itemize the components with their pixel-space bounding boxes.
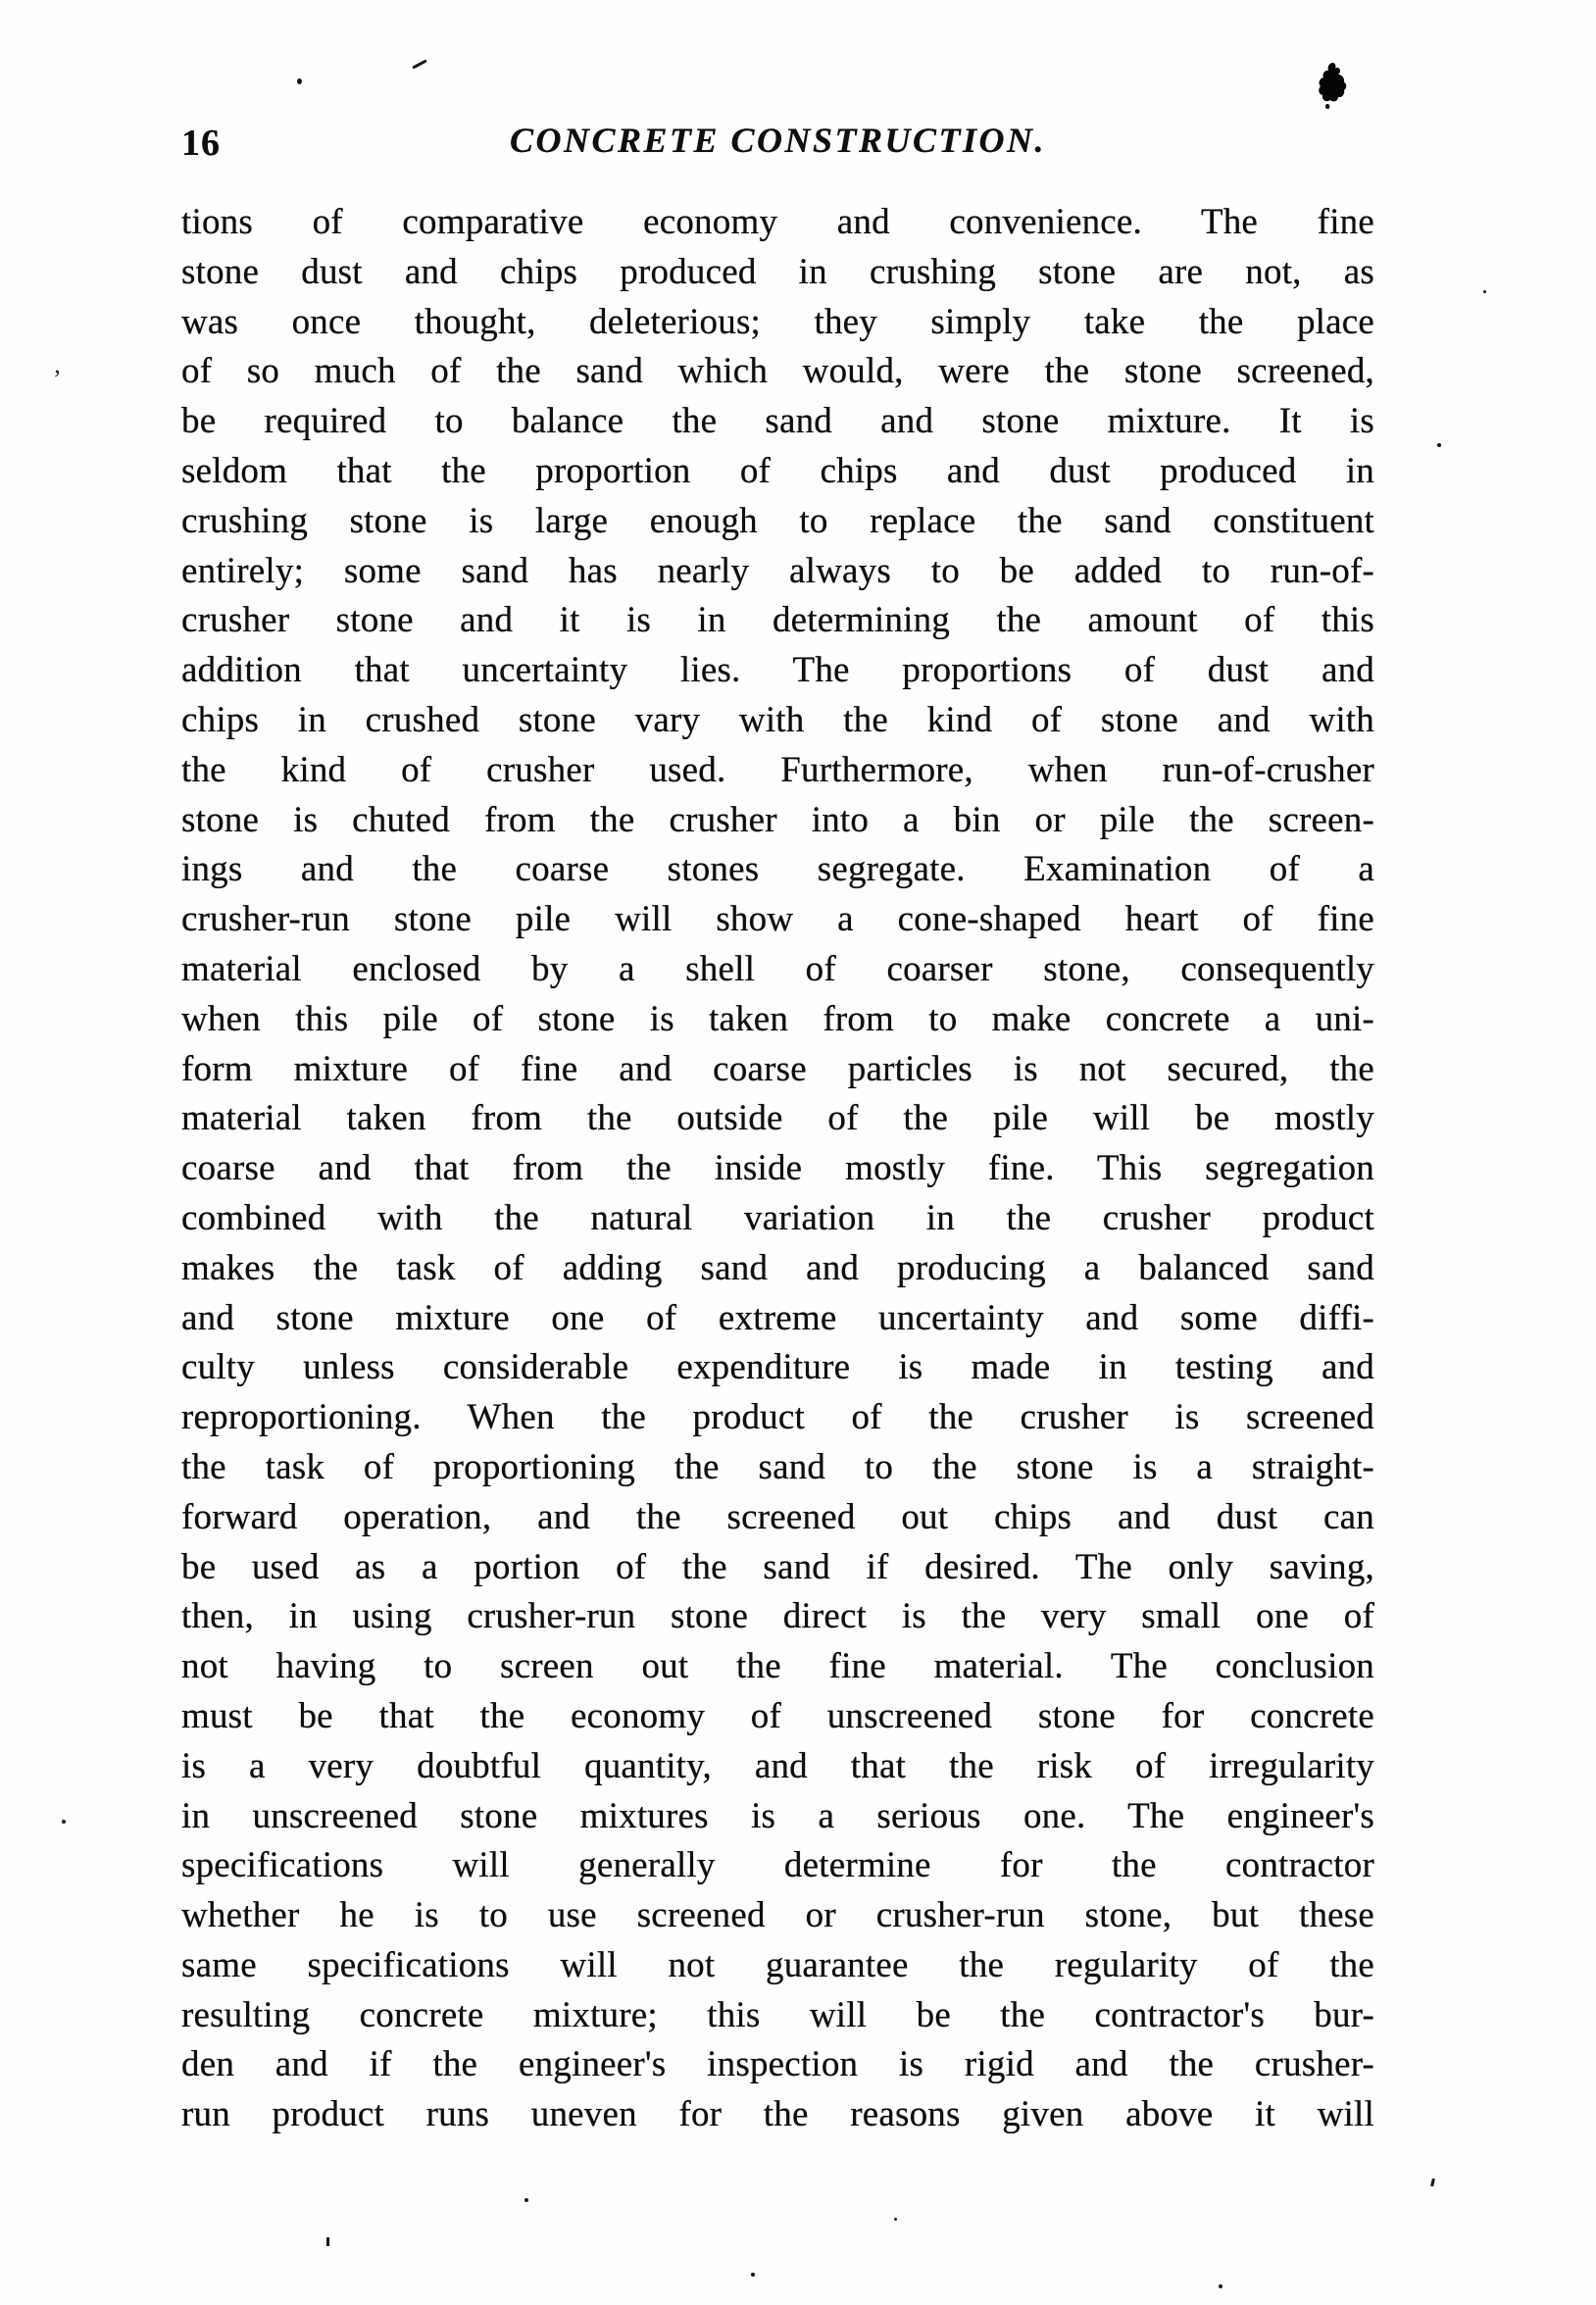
scan-speck	[894, 2218, 897, 2221]
text-line: stone is chuted from the crusher into a bin or pile the screen-	[181, 799, 1374, 840]
text-line: the task of proportioning the sand to the stone is a straight-	[181, 1446, 1374, 1487]
text-line: of so much of the sand which would, were the stone screened,	[181, 351, 1374, 392]
text-line: then, in using crusher-run stone direct is the very small one of	[181, 1596, 1374, 1637]
text-line: crushing stone is large enough to replace the sand constituent	[181, 500, 1374, 541]
text-line: when this pile of stone is taken from to make concrete a uni-	[181, 998, 1374, 1039]
scan-speck	[1483, 290, 1486, 293]
text-line: form mixture of fine and coarse particles is not secured, the	[181, 1048, 1374, 1089]
text-line: culty unless considerable expenditure is made in testing and	[181, 1347, 1374, 1388]
scan-speck	[326, 2237, 329, 2246]
text-line: chips in crushed stone vary with the kind of stone and with	[181, 699, 1374, 740]
text-line: resulting concrete mixture; this will be the contractor's bur-	[181, 1994, 1374, 2035]
text-line: seldom that the proportion of chips and dust produced in	[181, 450, 1374, 491]
text-line: stone dust and chips produced in crushing stone are not, as	[181, 251, 1374, 292]
text-line: entirely; some sand has nearly always to be added to run-of-	[181, 550, 1374, 591]
text-line: be used as a portion of the sand if desired. The only saving,	[181, 1546, 1374, 1587]
text-line: material enclosed by a shell of coarser stone, consequently	[181, 948, 1374, 989]
text-line: run product runs uneven for the reasons given above it will	[181, 2094, 1374, 2135]
text-line: reproportioning. When the product of the crusher is screened	[181, 1397, 1374, 1438]
page-header	[181, 118, 1374, 169]
text-line: crusher-run stone pile will show a cone-shaped heart of fine	[181, 899, 1374, 940]
text-line: be required to balance the sand and stone mixture. It is	[181, 401, 1374, 442]
text-line: the kind of crusher used. Furthermore, when run-of-crusher	[181, 749, 1374, 790]
text-line: ings and the coarse stones segregate. Examination of a	[181, 849, 1374, 890]
text-line: combined with the natural variation in the crusher product	[181, 1197, 1374, 1238]
text-line: was once thought, deleterious; they simply take the place	[181, 301, 1374, 342]
scan-speck	[62, 1820, 66, 1824]
text-line: makes the task of adding sand and producing a balanced sand	[181, 1247, 1374, 1288]
text-line: whether he is to use screened or crusher-run stone, but these	[181, 1895, 1374, 1936]
scan-speck: ’	[53, 365, 62, 393]
running-title: CONCRETE CONSTRUCTION.	[509, 121, 1047, 160]
text-line: tions of comparative economy and convenience. The fine	[181, 202, 1374, 242]
scan-speck	[297, 78, 302, 84]
scan-speck	[1437, 443, 1441, 447]
text-line: not having to screen out the fine material. The conclusion	[181, 1646, 1374, 1687]
text-line: material taken from the outside of the pile will be mostly	[181, 1098, 1374, 1139]
scan-speck	[1430, 2179, 1435, 2186]
text-line: is a very doubtful quantity, and that the risk of irregularity	[181, 1745, 1374, 1786]
page-number: 16	[181, 123, 221, 164]
text-line: forward operation, and the screened out chips and dust can	[181, 1496, 1374, 1537]
text-line: in unscreened stone mixtures is a serious one. The engineer's	[181, 1795, 1374, 1836]
scan-speck	[751, 2273, 755, 2277]
text-line: same specifications will not guarantee the regularity of the	[181, 1944, 1374, 1985]
scan-speck	[1219, 2284, 1222, 2288]
body-text	[181, 198, 1374, 2140]
scan-speck	[524, 2198, 528, 2202]
text-line: crusher stone and it is in determining the amount of this	[181, 600, 1374, 641]
text-line: must be that the economy of unscreened stone for concrete	[181, 1695, 1374, 1736]
text-line: coarse and that from the inside mostly fine. This segregation	[181, 1148, 1374, 1189]
scan-speck	[412, 59, 427, 69]
text-line: addition that uncertainty lies. The proportions of dust and	[181, 650, 1374, 691]
ink-blot-artifact	[1314, 61, 1349, 117]
text-line: and stone mixture one of extreme uncertainty and some diffi-	[181, 1297, 1374, 1338]
text-line: den and if the engineer's inspection is rigid and the crusher-	[181, 2044, 1374, 2085]
text-line: specifications will generally determine for the contractor	[181, 1845, 1374, 1886]
